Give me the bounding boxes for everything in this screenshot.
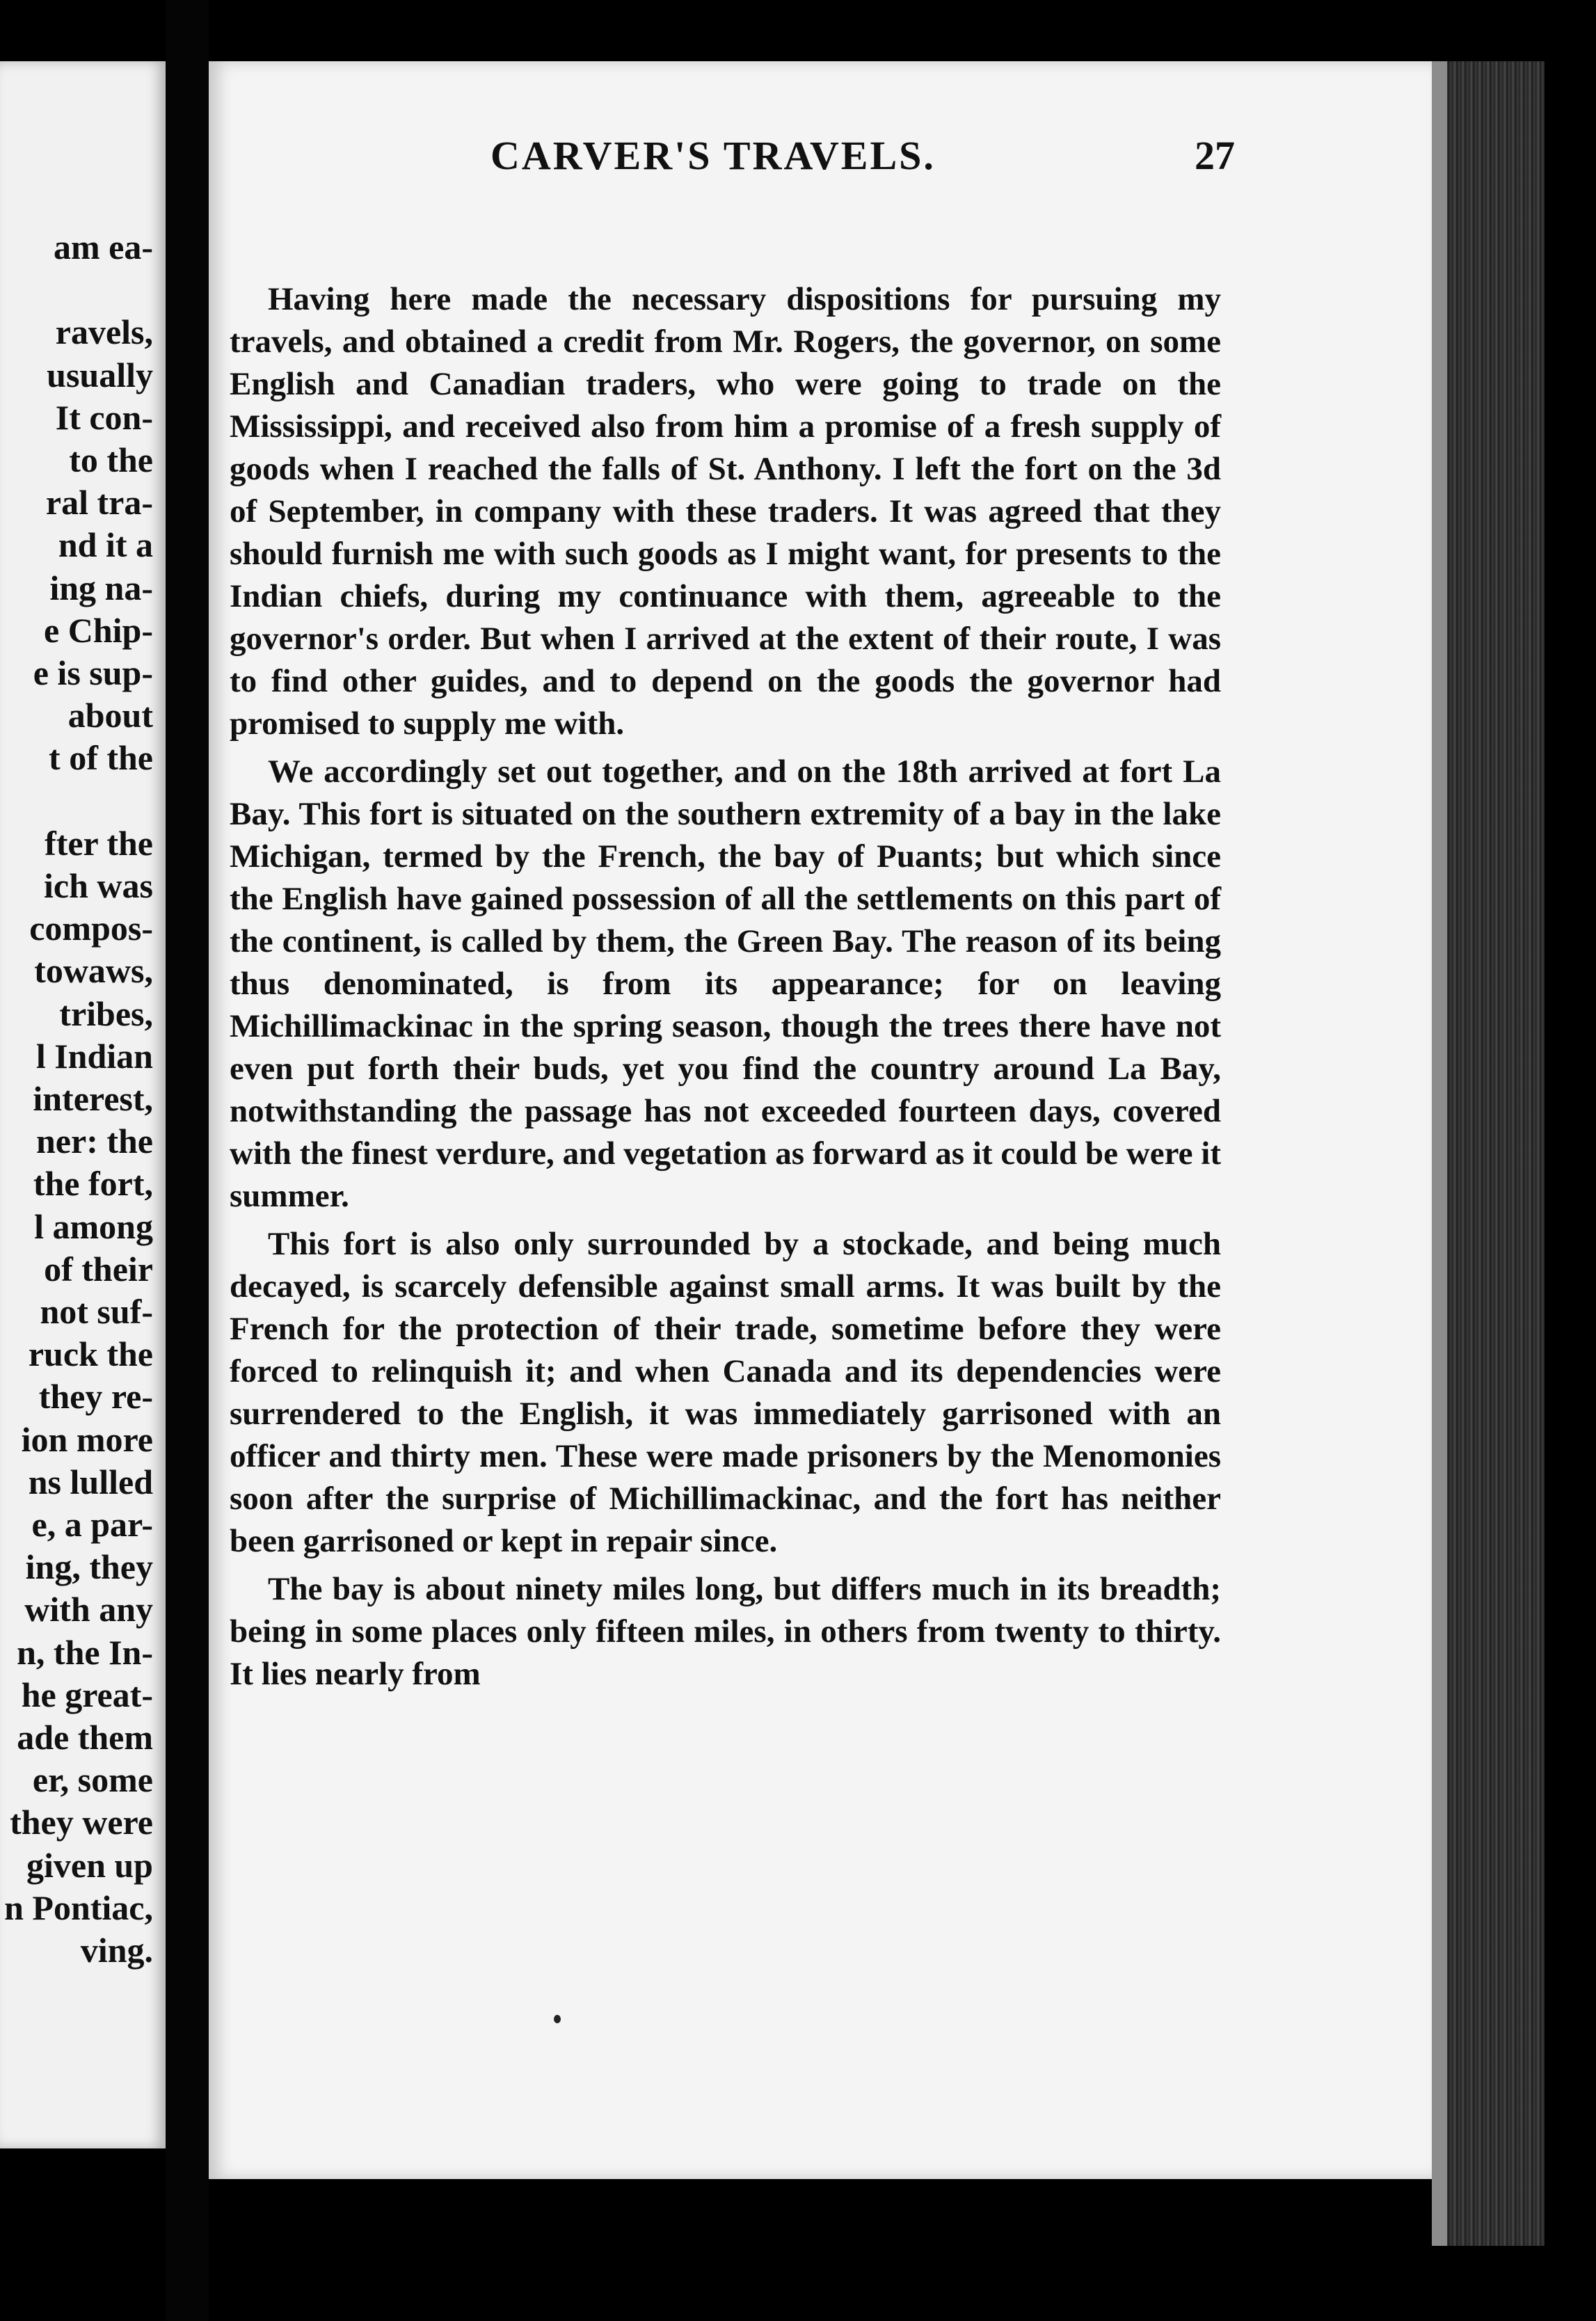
facing-page-line: about [67, 696, 153, 735]
printer-mark [554, 2015, 561, 2023]
facing-page-line: he great- [21, 1675, 153, 1714]
facing-page-fragment [0, 61, 166, 2148]
facing-page-line: er, some [32, 1760, 153, 1800]
facing-page-line: ing, they [25, 1547, 153, 1587]
page-number: 27 [1195, 133, 1235, 178]
facing-page-line: n Pontiac, [4, 1888, 153, 1927]
facing-page-line: e, a par- [31, 1505, 153, 1544]
facing-page-line: interest, [33, 1079, 153, 1118]
facing-page-line: ich was [44, 866, 153, 905]
facing-page-line: they re- [38, 1377, 153, 1417]
facing-page-line: ns lulled [28, 1462, 153, 1501]
facing-page-line: It con- [55, 397, 153, 437]
facing-page-line: the fort, [33, 1164, 153, 1204]
facing-page-line: not suf- [40, 1292, 153, 1331]
facing-page-line: t of the [49, 738, 153, 778]
facing-page-line: n, the In- [17, 1632, 153, 1672]
facing-page-line: with any [24, 1590, 153, 1629]
body-text [230, 278, 1221, 1701]
facing-page-line: to the [69, 440, 153, 479]
page-edge [1432, 61, 1447, 2246]
facing-page-line: ing na- [49, 568, 153, 607]
paragraph: Having here made the necessary dispositions for pursuing my travels, and obtained a credit from Mr. Rogers, the governor, on some English and Canadian traders, who were going to trade on the Mississippi, and received also from him a promise of a fresh supply of goods when I reached the falls of St. Anthony. I left the fort on the 3d of September, in company with these traders. It was agreed that they should furnish me with such goods as I might want, for presents to the Indian chiefs, during my continuance with them, agreeable to the governor's order. But when I arrived at the extent of their route, I was to find other guides, and to depend on the goods the governor had promised to supply me with. [230, 281, 1221, 742]
facing-page-line: towaws, [34, 951, 153, 991]
facing-page-line: l Indian [35, 1036, 153, 1076]
paragraph: This fort is also only surrounded by a stockade, and being much decayed, is scarcely defensible against small arms. It was built by the French for the protection of their trade, sometime before they were forced to relinquish it; and when Canada and its dependencies were surrendered to the English, it was immediately garrisoned with an officer and thirty men. These were made prisoners by the Menomonies soon after the surprise of Michillimackinac, and the fort has neither been garrisoned or kept in repair since. [230, 1226, 1221, 1559]
facing-page-line: they were [10, 1803, 153, 1842]
facing-page-line: ion more [21, 1419, 153, 1459]
book-gutter [166, 0, 209, 2321]
book-fore-edge [1432, 61, 1545, 2246]
facing-page-line: e Chip- [44, 610, 153, 650]
paragraph: We accordingly set out together, and on the 18th arrived at fort La Bay. This fort is situated on the southern extremity of a bay in the lake Michigan, termed by the French, the bay of Puants; but which since the English have gained possession of all the settlements on this part of the continent, is called by them, the Green Bay. The reason of its being thus denominated, is from its appearance; for on leaving Michillimackinac in the spring season, though the trees there have not even put forth their buds, yet you find the country around La Bay, notwithstanding the passage has not exceeded fourteen days, covered with the finest verdure, and vegetation as forward as it could be were it summer. [230, 753, 1221, 1214]
running-head-title: CARVER'S TRAVELS. [490, 133, 936, 178]
paragraph: The bay is about ninety miles long, but differs much in its breadth; being in some places only fifteen miles, in others from twenty to thirty. It lies nearly from [230, 1571, 1221, 1692]
facing-page-line: ade them [17, 1718, 153, 1757]
running-head [282, 132, 1235, 181]
facing-page-line: of their [44, 1249, 153, 1289]
facing-page-line: ving. [80, 1931, 153, 1970]
facing-page-line: given up [26, 1845, 153, 1885]
facing-page-line: l among [34, 1206, 153, 1246]
facing-page-line: nd it a [58, 525, 153, 565]
facing-page-line: fter the [45, 823, 153, 863]
facing-page-line: e is sup- [33, 653, 153, 692]
facing-page-line: ravels, [55, 312, 153, 352]
facing-page-line: compos- [29, 909, 153, 948]
facing-page-line: ral tra- [45, 483, 153, 523]
facing-page-line: ruck the [28, 1334, 153, 1374]
facing-page-line: tribes, [59, 994, 153, 1033]
facing-page-line: ner: the [36, 1122, 153, 1161]
facing-page-line: am ea- [54, 228, 153, 266]
facing-page-line: usually [47, 355, 153, 394]
